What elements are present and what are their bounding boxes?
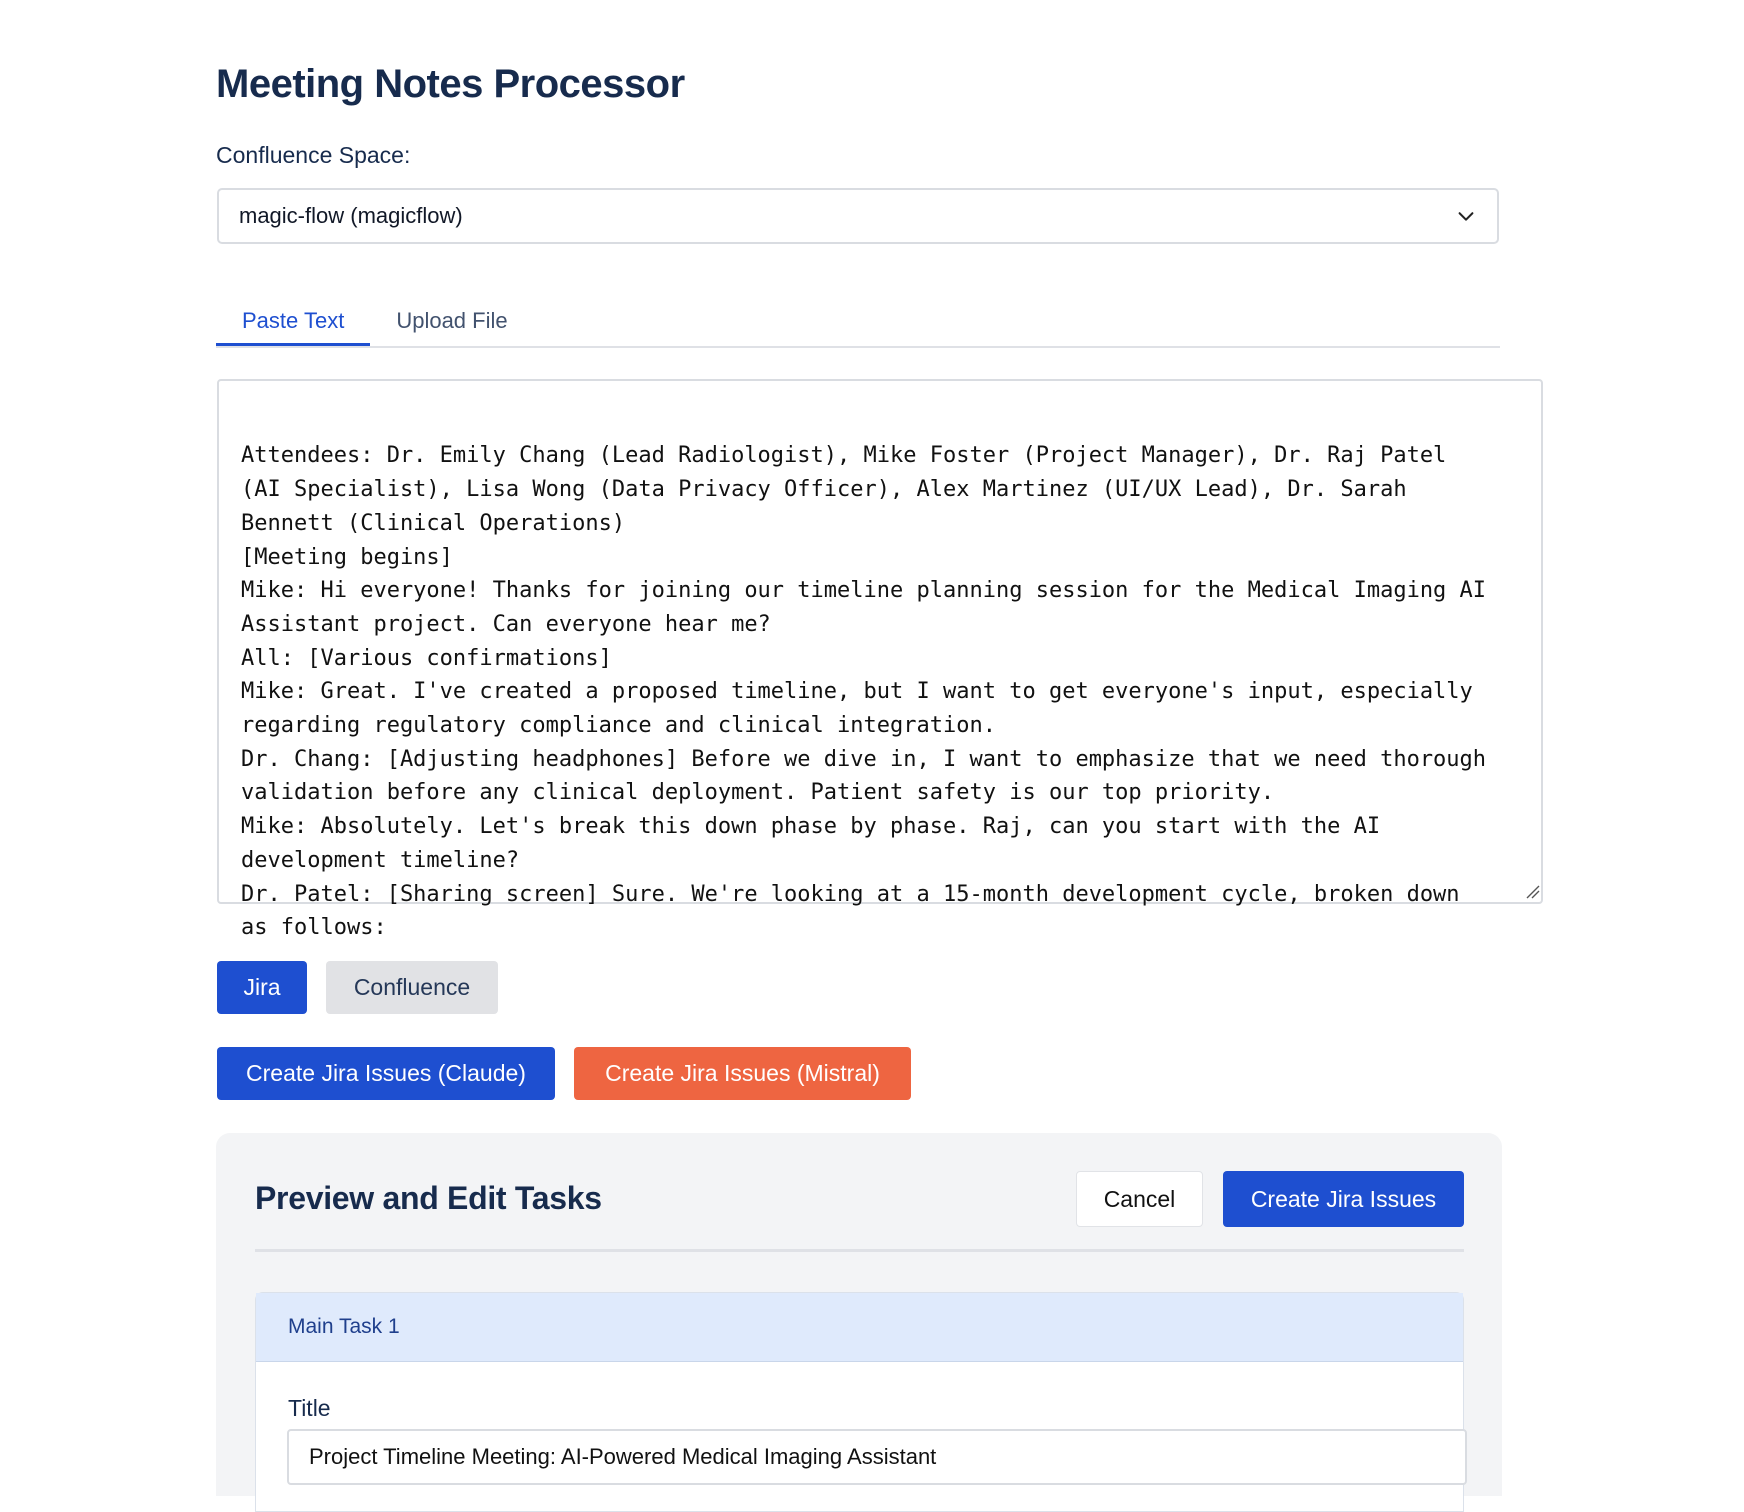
resize-grip-icon[interactable] <box>1525 884 1541 900</box>
task-card-header[interactable]: Main Task 1 <box>256 1293 1463 1362</box>
create-jira-mistral-button[interactable]: Create Jira Issues (Mistral) <box>574 1047 911 1100</box>
preview-title: Preview and Edit Tasks <box>255 1180 602 1216</box>
jira-toggle-button[interactable]: Jira <box>217 961 307 1014</box>
create-jira-issues-button[interactable]: Create Jira Issues <box>1223 1171 1464 1227</box>
preview-divider <box>255 1249 1464 1252</box>
tab-upload-file[interactable]: Upload File <box>396 308 508 333</box>
meeting-notes-text: Attendees: Dr. Emily Chang (Lead Radiologist), Mike Foster (Project Manager), Dr. Raj Patel (AI Specialist), Lisa Wong (Data Privacy Officer), Alex Martinez (UI/UX Lead), Dr. Sarah Bennett (Clinical Operations) [Meeting begins] Mike: Hi everyone! Thanks for joining our timeline planning session for the Medical Imaging AI Assistant project. Can everyone hear me? All: [Various confirmations] Mike: Great. I've created a proposed timeline, but I want to get everyone's input, especially regarding regulatory compliance and clinical integration. Dr. Chang: [Adjusting headphones] Before we dive in, I want to emphasize that we need thorough validation before any clinical deployment. Patient safety is our top priority. Mike: Absolutely. Let's break this down phase by phase. Raj, can you start with the AI development timeline? Dr. Patel: [Sharing screen] Sure. We're looking at a 15-month development cycle, broken down as follows: <box>241 443 1487 941</box>
confluence-space-select[interactable] <box>217 188 1499 244</box>
chevron-down-icon <box>1455 205 1477 227</box>
page-title: Meeting Notes Processor <box>216 62 685 106</box>
tab-paste-text[interactable]: Paste Text <box>216 290 370 346</box>
input-tabs <box>216 290 1500 348</box>
cancel-button[interactable]: Cancel <box>1076 1171 1203 1227</box>
confluence-space-value: magic-flow (magicflow) <box>239 203 463 228</box>
confluence-toggle-button[interactable]: Confluence <box>326 961 498 1014</box>
task-title-input[interactable] <box>287 1429 1467 1485</box>
task-title-label: Title <box>288 1395 331 1421</box>
meeting-notes-textarea[interactable] <box>217 379 1543 941</box>
preview-panel <box>216 1133 1502 1496</box>
confluence-space-label: Confluence Space: <box>216 142 411 168</box>
task-card <box>255 1292 1464 1512</box>
create-jira-claude-button[interactable]: Create Jira Issues (Claude) <box>217 1047 555 1100</box>
